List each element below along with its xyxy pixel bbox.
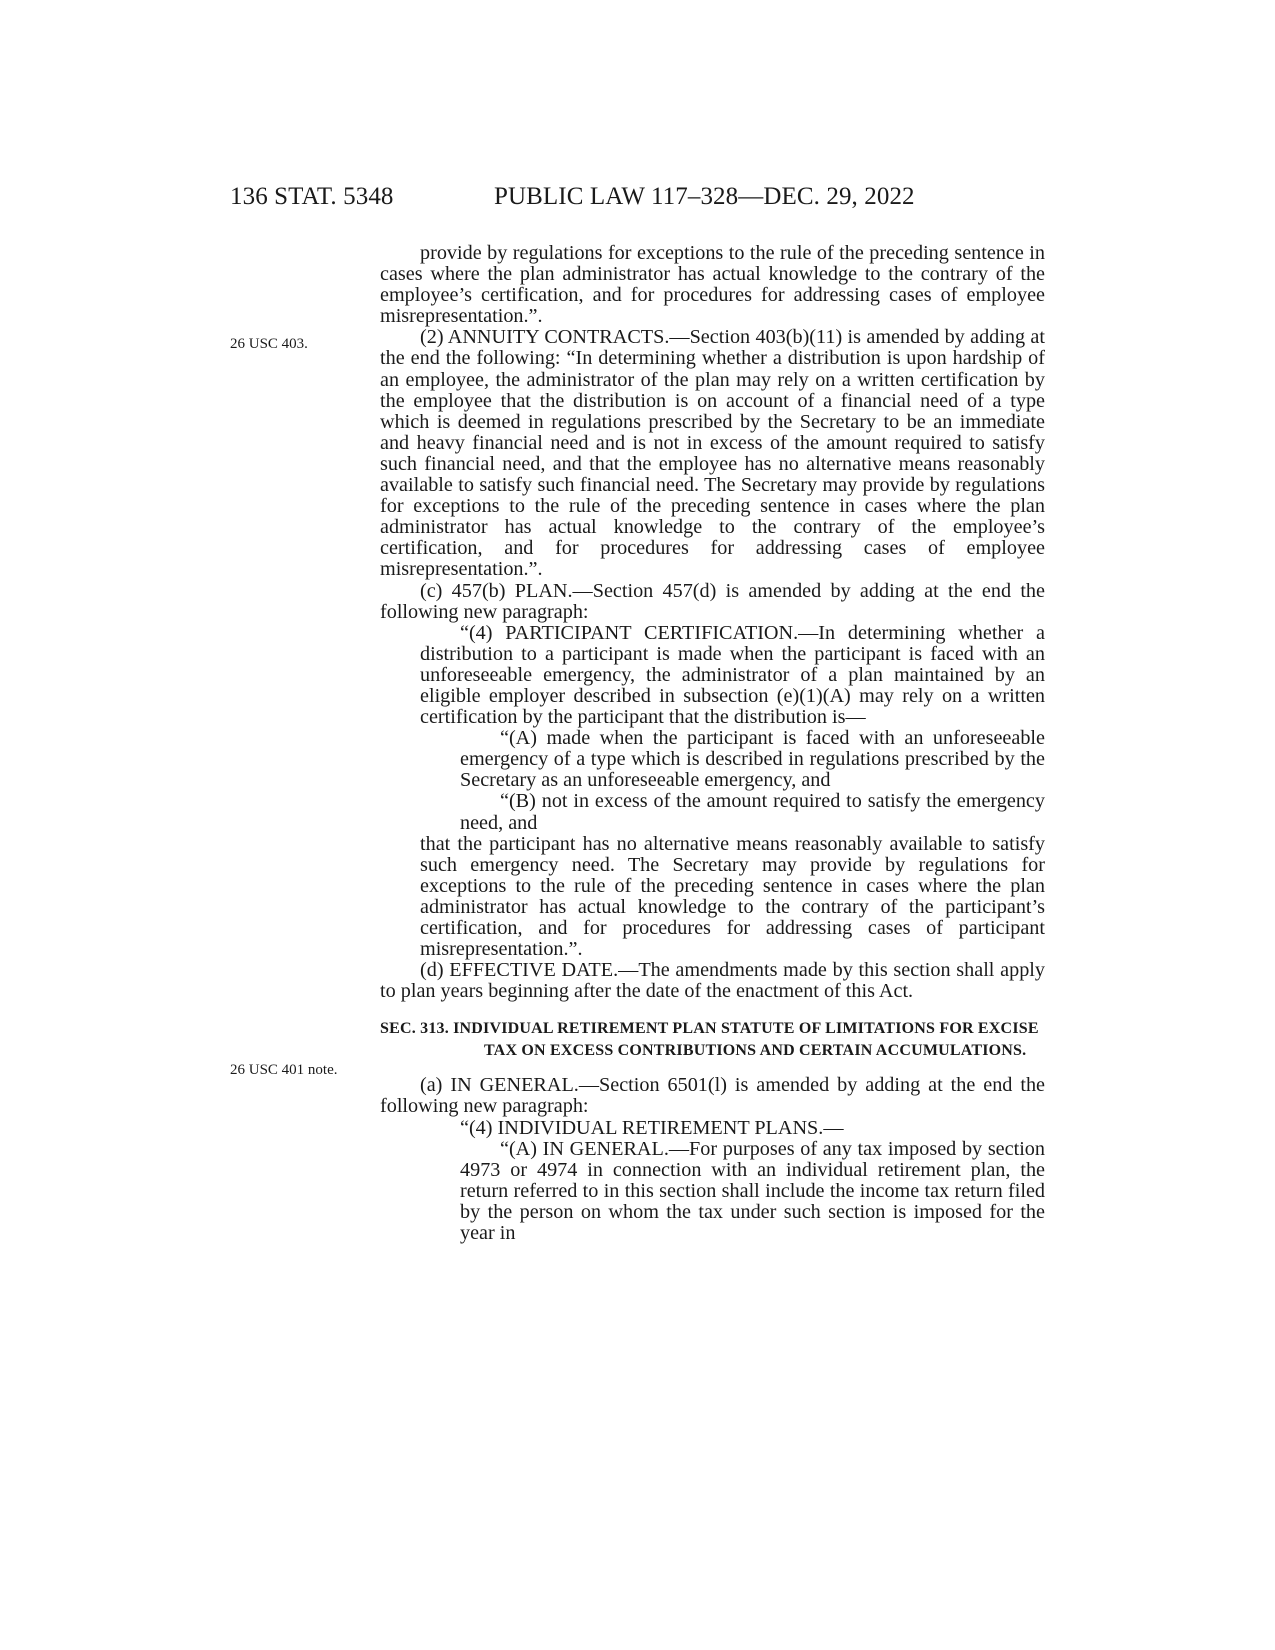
margin-citation-26-usc-401-note: 26 USC 401 note. <box>230 1062 338 1078</box>
paragraph-in-general: (a) IN GENERAL.—Section 6501(l) is amended by adding at the end the following new paragraph: <box>380 1074 1045 1118</box>
running-header-title: PUBLIC LAW 117–328—DEC. 29, 2022 <box>494 183 915 210</box>
margin-citation-26-usc-403: 26 USC 403. <box>230 336 308 352</box>
page-stat-number: 136 STAT. 5348 <box>230 183 394 210</box>
paragraph-flush-language: that the participant has no alternative means reasonably available to satisfy such emergency need. The Secretary may provide by regulations for exceptions to the rule of the preceding sentence in cases where the plan administrator has actual knowledge to the contrary of the participant’s certification, and for procedures for addressing cases of participant misrepresentation.”. <box>420 832 1045 961</box>
paragraph-participant-certification: “(4) PARTICIPANT CERTIFICATION.—In determining whether a distribution to a participant is made when the participant is faced with an unforeseeable emergency, the administrator of a plan maintained by an eligible employer described in subsection (e)(1)(A) may rely on a written certification by the participant that the distribution is— <box>420 621 1045 729</box>
law-text-body <box>380 243 1045 1244</box>
subparagraph-a-in-general: “(A) IN GENERAL.—For purposes of any tax imposed by section 4973 or 4974 in connection with an individual retirement plan, the return referred to in this section shall include the income tax return filed by the person on whom the tax under such section is imposed for the year in <box>460 1137 1045 1245</box>
paragraph-457b-plan: (c) 457(b) PLAN.—Section 457(d) is amended by adding at the end the following new paragraph: <box>380 579 1045 623</box>
paragraph-individual-retirement-plans: “(4) INDIVIDUAL RETIREMENT PLANS.— <box>460 1116 844 1139</box>
subparagraph-b: “(B) not in excess of the amount required to satisfy the emergency need, and <box>460 790 1045 834</box>
subparagraph-a: “(A) made when the participant is faced with an unforeseeable emergency of a type which is described in regulations prescribed by the Secretary as an unforeseeable emergency, and <box>460 727 1045 792</box>
paragraph-annuity-contracts: (2) ANNUITY CONTRACTS.—Section 403(b)(11) is amended by adding at the end the following: “In determining whether a distribution is upon hardship of an employee, the administrator of the plan may rely on a written certification by the employee that the distribution is on account of a financial need of a type which is deemed in regulations prescribed by the Secretary to be an immediate and heavy financial need and is not in excess of the amount required to satisfy such financial need, and that the employee has no alternative means reasonably available to satisfy such financial need. The Secretary may provide by regulations for exceptions to the rule of the preceding sentence in cases where the plan administrator has actual knowledge to the contrary of the employee’s certification, and for procedures for addressing cases of employee misrepresentation.”. <box>380 326 1045 581</box>
section-313-heading: SEC. 313. INDIVIDUAL RETIREMENT PLAN STATUTE OF LIMITATIONS FOR EXCISE TAX ON EXCESS CONTRIBUTIONS AND CERTAIN ACCUMULATIONS. <box>380 1020 1039 1059</box>
paragraph-effective-date: (d) EFFECTIVE DATE.—The amendments made by this section shall apply to plan years beginning after the date of the enactment of this Act. <box>380 959 1045 1003</box>
paragraph-continuation: provide by regulations for exceptions to the rule of the preceding sentence in cases where the plan administrator has actual knowledge to the contrary of the employee’s certification, and for procedures for addressing cases of employee misrepresentation.”. <box>380 242 1045 328</box>
